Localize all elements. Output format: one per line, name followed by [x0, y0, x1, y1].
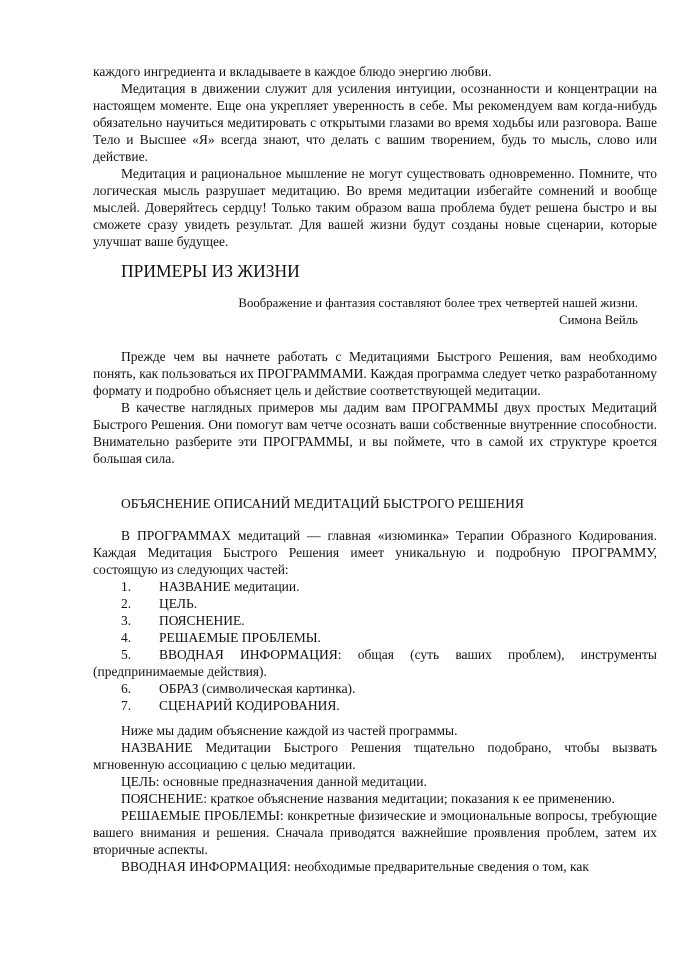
list-item-number: 7.	[121, 698, 132, 713]
epigraph	[93, 295, 638, 329]
paragraph-problems-part: РЕШАЕМЫЕ ПРОБЛЕМЫ: конкретные физические и эмоциональные вопросы, требующие вашего внимания и решения. Сначала приводятся важнейшие проявления проблем, затем их вторичные аспекты.	[93, 808, 657, 857]
list-item-text: ОБРАЗ (символическая картинка).	[159, 681, 356, 696]
list-item-text: РЕШАЕМЫЕ ПРОБЛЕМЫ.	[159, 630, 321, 645]
epigraph-author: Симона Вейль	[559, 313, 638, 327]
paragraph-continuation: каждого ингредиента и вкладываете в каждое блюдо энергию любви.	[93, 64, 492, 79]
list-item-1	[93, 578, 657, 595]
list-item-5	[93, 646, 657, 680]
paragraph-before-you-work: Прежде чем вы начнете работать с Медитациями Быстрого Решения, вам необходимо понять, как пользоваться их ПРОГРАММАМИ. Каждая программа следует четко разработанному формату и подробно объясняет цель и действие соответствующей медитации.	[93, 349, 657, 398]
list-item-text: ПОЯСНЕНИЕ.	[159, 613, 245, 628]
list-item-text: СЦЕНАРИЙ КОДИРОВАНИЯ.	[159, 698, 340, 713]
list-item-3	[93, 612, 657, 629]
paragraph-explanation-part: ПОЯСНЕНИЕ: краткое объяснение названия медитации; показания к ее применению.	[121, 791, 615, 806]
paragraph-programs-intro: В ПРОГРАММАХ медитаций — главная «изюминка» Терапии Образного Кодирования. Каждая Медитация Быстрого Решения имеет уникальную и подробную ПРОГРАММУ, состоящую из следующих частей:	[93, 528, 657, 577]
list-item-text: НАЗВАНИЕ медитации.	[159, 579, 300, 594]
epigraph-text: Воображение и фантазия составляют более трех четвертей нашей жизни.	[238, 296, 638, 310]
numbered-list-program-parts	[93, 578, 657, 714]
list-item-6	[93, 680, 657, 697]
list-item-text: ЦЕЛЬ.	[159, 596, 198, 611]
paragraph-name-part: НАЗВАНИЕ Медитации Быстрого Решения тщательно подобрано, чтобы вызвать мгновенную ассоциацию с целью медитации.	[93, 740, 657, 772]
list-item-number: 3.	[121, 613, 132, 628]
list-item-number: 2.	[121, 596, 132, 611]
list-item-2	[93, 595, 657, 612]
paragraph-rational-thinking: Медитация и рациональное мышление не могут существовать одновременно. Помните, что логическая мысль разрушает медитацию. Во время медитации избегайте сомнений и вообще мыслей. Доверяйтесь сердцу! Только таким образом ваша проблема будет решена быстро и вы сможете сразу увидеть результат. Для вашей жизни будут созданы новые сценарии, которые улучшат ваше будущее.	[93, 166, 657, 249]
paragraph-meditation-in-movement: Медитация в движении служит для усиления интуиции, осознанности и концентрации на настоящем моменте. Еще она укрепляет уверенность в себе. Мы рекомендуем вам когда-нибудь обязательно научиться медитировать с открытыми глазами во время ходьбы или разговора. Ваше Тело и Высшее «Я» всегда знают, что делать с вашим творением, будь то мысль, слово или действие.	[93, 81, 657, 164]
list-item-number: 4.	[121, 630, 132, 645]
list-item-number: 6.	[121, 681, 132, 696]
paragraph-intro-info-part: ВВОДНАЯ ИНФОРМАЦИЯ: необходимые предварительные сведения о том, как	[121, 859, 589, 874]
paragraph-goal-part: ЦЕЛЬ: основные предназначения данной медитации.	[121, 774, 427, 789]
list-item-4	[93, 629, 657, 646]
paragraph-visual-examples: В качестве наглядных примеров мы дадим вам ПРОГРАММЫ двух простых Медитаций Быстрого Решения. Они помогут вам четче осознать ваши собственные внутренние способности. Внимательно разберите эти ПРОГРАММЫ, и вы поймете, что в самой их структуре кроется большая сила.	[93, 400, 657, 466]
list-item-number: 5.	[121, 647, 132, 662]
section-heading-examples-from-life: ПРИМЕРЫ ИЗ ЖИЗНИ	[121, 261, 300, 281]
subsection-heading-explanation: ОБЪЯСНЕНИЕ ОПИСАНИЙ МЕДИТАЦИЙ БЫСТРОГО РЕШЕНИЯ	[121, 496, 524, 511]
paragraph-below-explanation: Ниже мы дадим объяснение каждой из частей программы.	[121, 723, 458, 738]
list-item-text: ВВОДНАЯ ИНФОРМАЦИЯ: общая (суть ваших проблем), инструменты (предпринимаемые действия).	[93, 647, 657, 679]
list-item-7	[93, 697, 657, 714]
list-item-number: 1.	[121, 579, 132, 594]
